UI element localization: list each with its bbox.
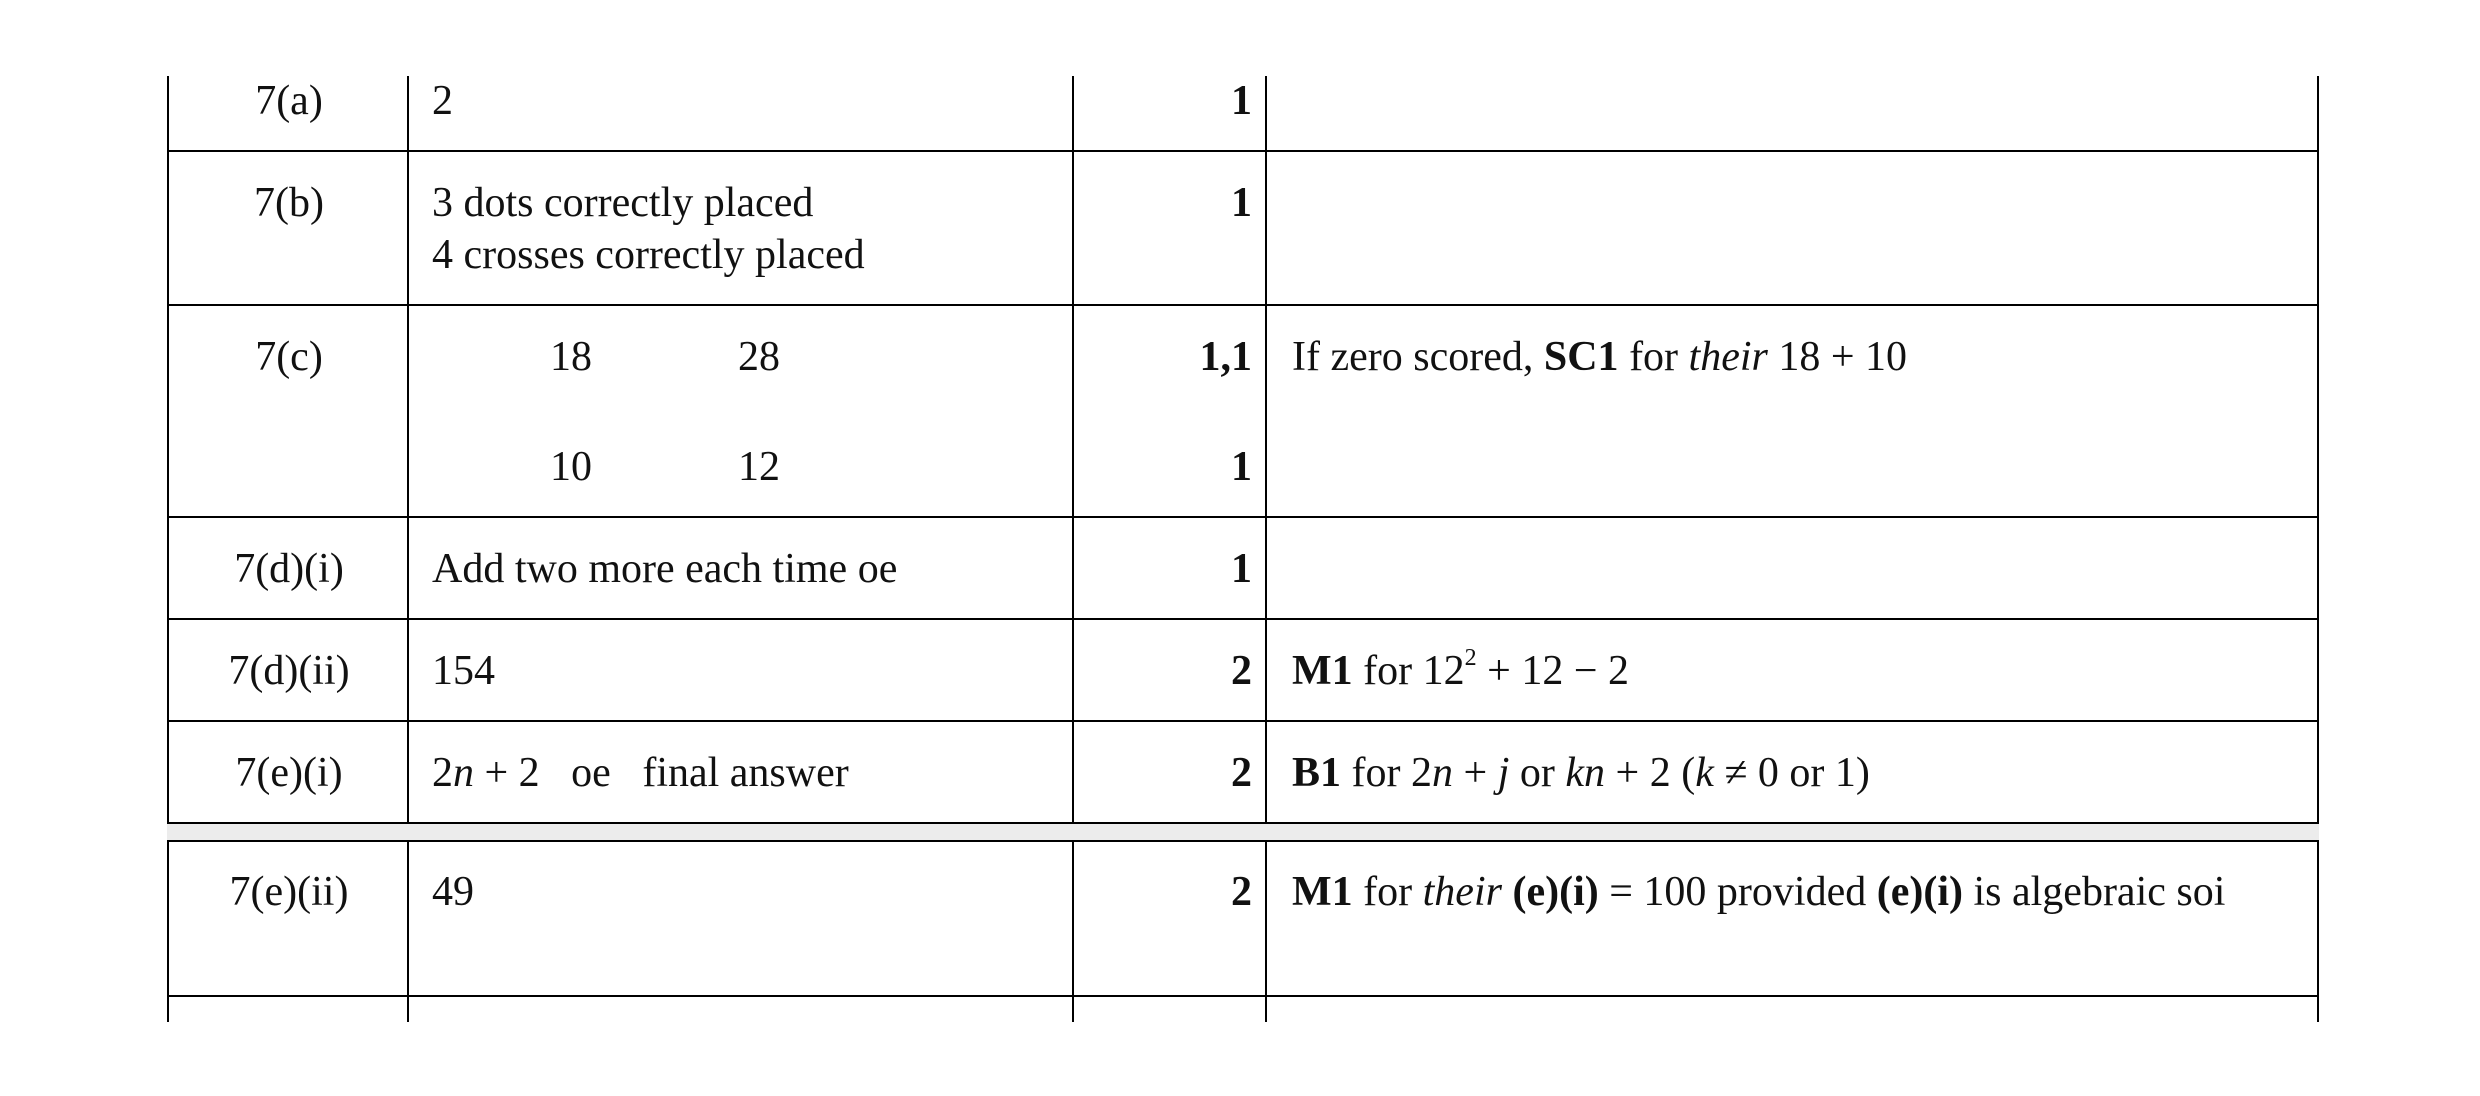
answer-value: 28 <box>738 334 780 380</box>
guidance-fragment: is algebraic soi <box>1973 869 2226 915</box>
guidance-fragment: = 100 provided <box>1609 869 1867 915</box>
answer-text: 49 <box>432 869 474 915</box>
guidance-variable: kn <box>1565 750 1606 796</box>
question-number: 7(e)(ii) <box>229 869 349 915</box>
table-border-right <box>2317 76 2319 1022</box>
answer-text: Add two more each time oe <box>432 546 898 592</box>
answer-text: 2 <box>432 78 453 124</box>
guidance-text <box>1292 645 2292 697</box>
guidance-fragment: for 2 <box>1351 750 1432 796</box>
guidance-text <box>1292 866 2292 918</box>
part-reference: (e)(i) <box>1876 869 1963 915</box>
exponent: 2 <box>1464 645 1477 671</box>
answer-line: 3 dots correctly placed <box>432 180 814 226</box>
mark-code: M1 <box>1292 869 1353 915</box>
mark-code: B1 <box>1292 750 1342 796</box>
guidance-text <box>1292 747 2292 799</box>
mark-code: M1 <box>1292 648 1353 694</box>
page-break-band <box>167 824 2319 840</box>
guidance-fragment: 18 + 10 <box>1778 334 1908 380</box>
marks-value: 1,1 <box>1199 334 1252 380</box>
answer-fragment: + 2 oe final answer <box>484 750 849 796</box>
marks-value: 1 <box>1231 78 1252 124</box>
guidance-variable: n <box>1432 750 1453 796</box>
answer-value: 12 <box>738 444 780 490</box>
answer-text <box>432 747 849 799</box>
marks-value: 2 <box>1231 750 1252 796</box>
column-divider-marks <box>1265 76 1267 1022</box>
guidance-fragment: If zero scored, <box>1292 334 1534 380</box>
row-divider <box>167 618 2319 620</box>
guidance-variable: j <box>1497 750 1510 796</box>
guidance-fragment: + <box>1463 750 1488 796</box>
question-number: 7(d)(i) <box>234 546 344 592</box>
answer-text: 154 <box>432 648 495 694</box>
answer-value: 10 <box>550 444 592 490</box>
guidance-fragment: ≠ 0 or 1) <box>1724 750 1870 796</box>
answer-line: 4 crosses correctly placed <box>432 232 865 278</box>
guidance-text <box>1292 331 2292 383</box>
guidance-emphasis: their <box>1688 334 1768 380</box>
answer-variable: n <box>453 750 474 796</box>
row-divider <box>167 516 2319 518</box>
guidance-emphasis: their <box>1422 869 1502 915</box>
question-number: 7(b) <box>254 180 324 226</box>
answer-value: 18 <box>550 334 592 380</box>
row-divider <box>167 840 2319 842</box>
guidance-fragment: + 2 ( <box>1615 750 1696 796</box>
guidance-fragment: for 12 <box>1363 648 1465 694</box>
question-number: 7(e)(i) <box>235 750 343 796</box>
marks-value: 1 <box>1231 444 1252 490</box>
answer-fragment: 2 <box>432 750 453 796</box>
row-divider <box>167 304 2319 306</box>
row-divider <box>167 720 2319 722</box>
marks-value: 1 <box>1231 546 1252 592</box>
mark-code: SC1 <box>1543 334 1619 380</box>
row-divider <box>167 822 2319 824</box>
question-number: 7(d)(ii) <box>228 648 350 694</box>
row-divider <box>167 995 2319 997</box>
question-number: 7(a) <box>255 78 323 124</box>
marks-value: 2 <box>1231 648 1252 694</box>
question-number: 7(c) <box>255 334 323 380</box>
guidance-fragment: for <box>1363 869 1413 915</box>
guidance-fragment: for <box>1629 334 1679 380</box>
part-reference: (e)(i) <box>1512 869 1599 915</box>
marks-value: 1 <box>1231 180 1252 226</box>
marks-value: 2 <box>1231 869 1252 915</box>
guidance-fragment: + 12 − 2 <box>1487 648 1630 694</box>
guidance-variable: k <box>1695 750 1714 796</box>
row-divider <box>167 150 2319 152</box>
guidance-fragment: or <box>1519 750 1555 796</box>
